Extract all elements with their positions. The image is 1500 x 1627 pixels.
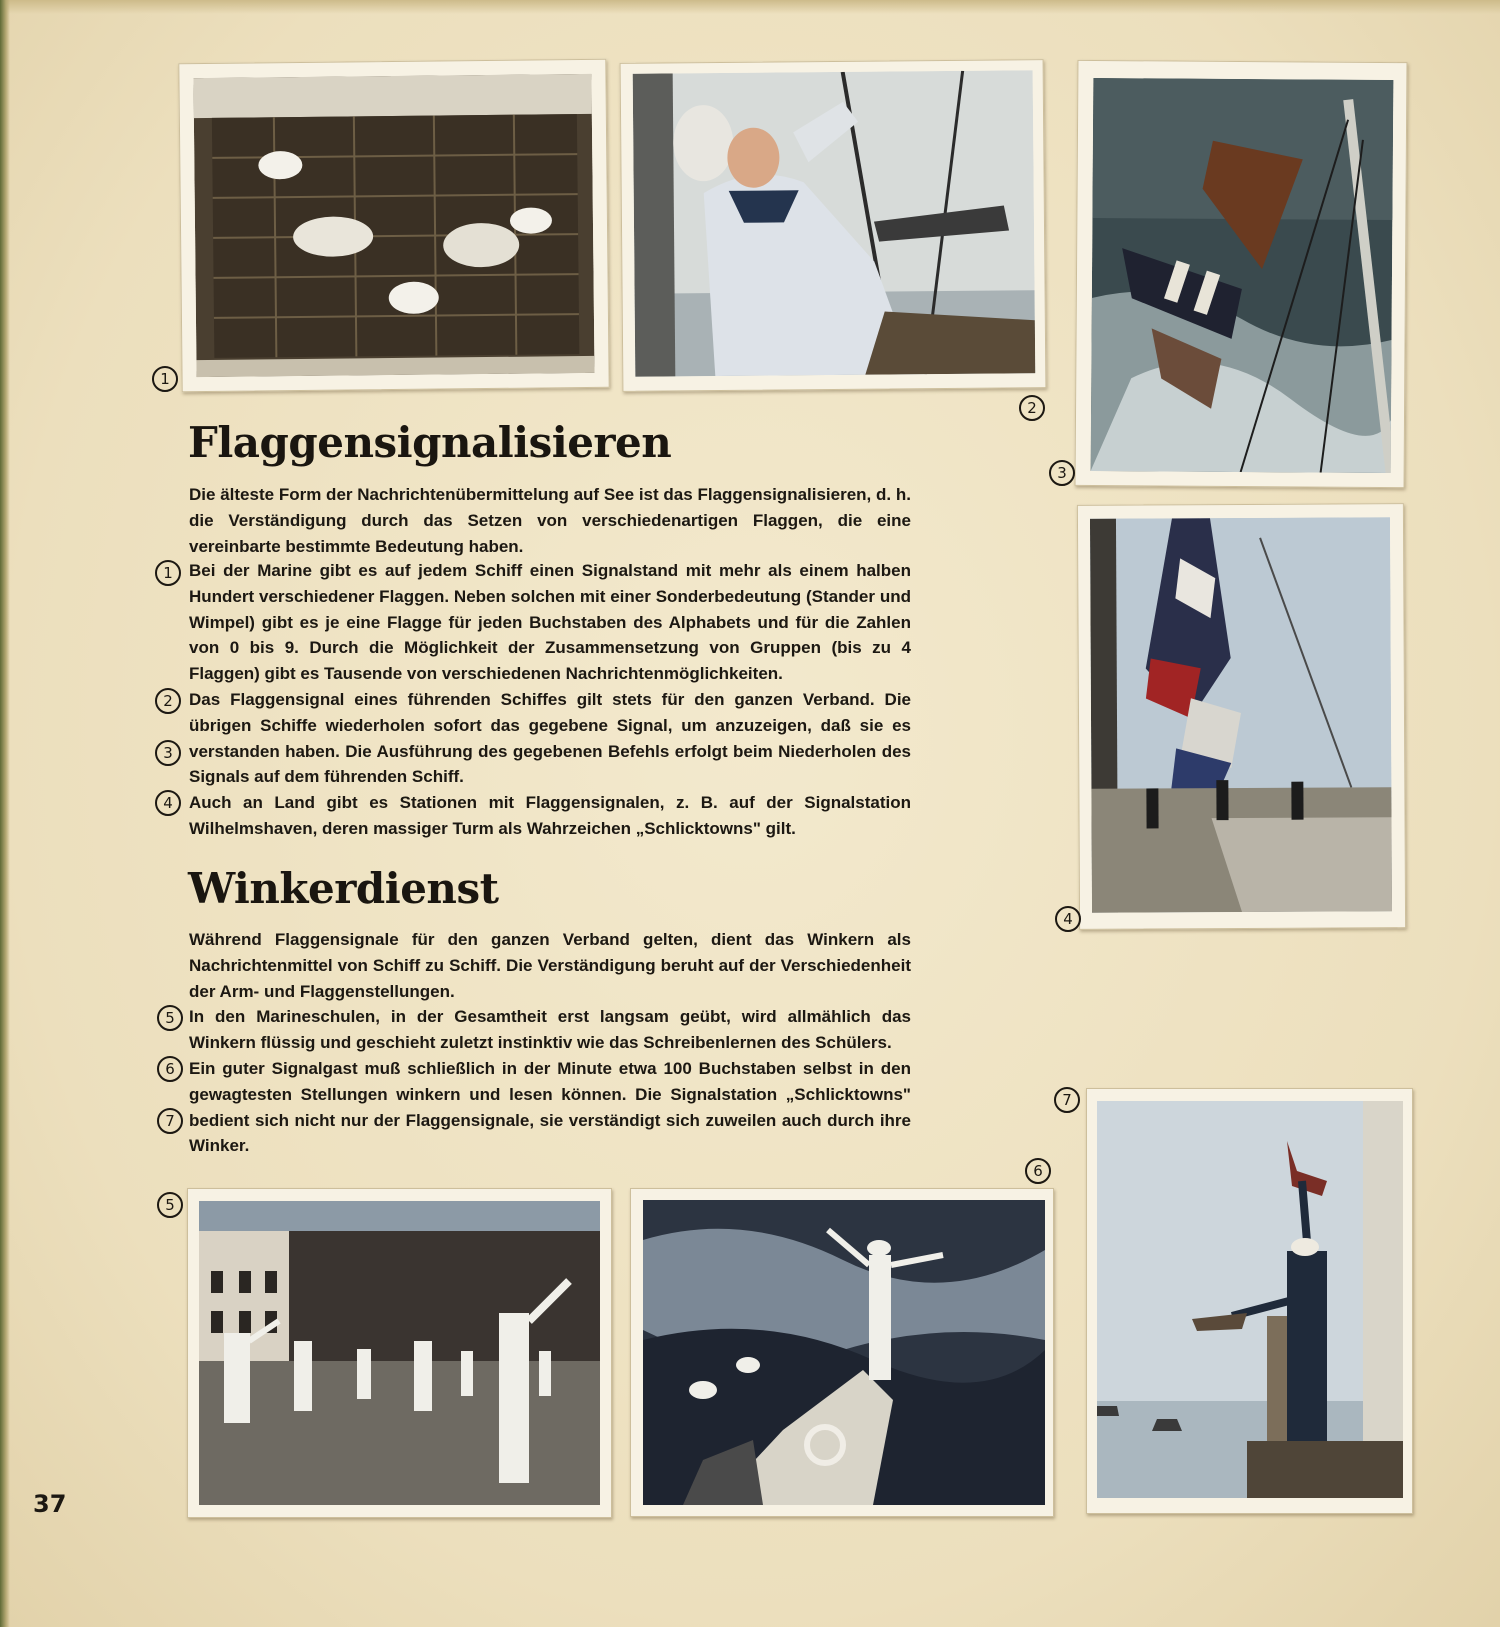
photo-4-image xyxy=(1090,517,1392,913)
page-number: 37 xyxy=(33,1490,67,1518)
photo-marker-7: 7 xyxy=(1054,1087,1080,1113)
photo-3-flags-over-sea xyxy=(1075,60,1408,488)
flags-paragraph-2-3: Das Flaggensignal eines führenden Schiffes gilt stets für den ganzen Verband. Die übrigen Schiffe wiederholen sofort das gegebene Signal, um anzuzeigen, daß sie es verstanden haben. Die Ausführung des gegebenen Befehls erfolgt beim Niederholen des Signals auf dem führenden Schiff. xyxy=(189,690,911,787)
photo-5-winker-drill xyxy=(187,1188,612,1518)
winker-intro-paragraph: Während Flaggensignale für den ganzen Verband gelten, dient das Winkern als Nachrichtenmittel von Schiff zu Schiff. Die Verständigung beruht auf der Verschiedenheit der Arm- und Flaggenstellungen. xyxy=(189,930,911,1001)
photo-marker-2: 2 xyxy=(1019,395,1045,421)
photo-3-image xyxy=(1091,78,1394,473)
photo-2-image xyxy=(633,70,1036,376)
photo-marker-6: 6 xyxy=(1025,1158,1051,1184)
photo-marker-4: 4 xyxy=(1055,906,1081,932)
photo-6-image xyxy=(643,1200,1045,1505)
text-marker-4: 4 xyxy=(155,790,181,816)
text-marker-1: 1 xyxy=(155,560,181,586)
page-top-edge xyxy=(0,0,1500,14)
section-title-winkerdienst: Winkerdienst xyxy=(188,864,499,913)
flags-intro-paragraph: Die älteste Form der Nachrichtenübermittelung auf See ist das Flaggensignalisieren, d. h. die Verständigung durch das Setzen von verschiedenartigen Flaggen, die eine vereinbarte bestimmte Bedeutung haben. xyxy=(189,485,911,556)
photo-marker-1: 1 xyxy=(152,366,178,392)
text-marker-7: 7 xyxy=(157,1108,183,1134)
flags-paragraph-1: Bei der Marine gibt es auf jedem Schiff einen Signalstand mit mehr als einem halben Hundert verschiedener Flaggen. Neben solchen mit einer Sonderbedeutung (Stander und Wimpel) gibt es je eine Flagge für jeden Buchstaben des Alphabets und für die Zahlen von 0 bis 9. Durch die Möglichkeit der Zusammensetzung von Gruppen (bis zu 4 Flaggen) gibt es Tausende von verschiedenen Nachrichtenmöglichkeiten. xyxy=(189,561,911,684)
photo-6-signalman-bow xyxy=(630,1188,1054,1517)
winker-paragraph-6-7: Ein guter Signalgast muß schließlich in der Minute etwa 100 Buchstaben selbst in den gewagtesten Stellungen winkern und lesen können. Die Signalstation „Schlicktowns" bedient sich nicht nur der Flaggensignale, sie verständigt sich zuweilen auch durch ihre Winker. xyxy=(189,1059,911,1156)
photo-marker-3: 3 xyxy=(1049,460,1075,486)
photo-7-signalman-platform xyxy=(1086,1088,1413,1514)
photo-marker-5: 5 xyxy=(157,1192,183,1218)
photo-4-signal-station xyxy=(1077,503,1406,930)
text-marker-2: 2 xyxy=(155,688,181,714)
photo-5-image xyxy=(199,1201,600,1505)
section-title-flaggensignalisieren: Flaggensignalisieren xyxy=(188,418,672,467)
text-marker-3: 3 xyxy=(155,740,181,766)
book-spine-edge xyxy=(0,0,10,1627)
flags-paragraph-4: Auch an Land gibt es Stationen mit Flaggensignalen, z. B. auf der Signalstation Wilhelmshaven, deren massiger Turm als Wahrzeichen „Schlicktowns" gilt. xyxy=(189,793,911,838)
photo-2-sailor-hoisting xyxy=(620,59,1047,392)
text-marker-5: 5 xyxy=(157,1005,183,1031)
photo-1-signal-deck xyxy=(178,59,609,392)
photo-7-image xyxy=(1097,1101,1403,1498)
photo-1-image xyxy=(193,74,594,377)
text-marker-6: 6 xyxy=(157,1056,183,1082)
winker-paragraph-5: In den Marineschulen, in der Gesamtheit erst langsam geübt, wird allmählich das Winkern flüssig und geschieht zuletzt instinktiv wie das Schreibenlernen des Schülers. xyxy=(189,1007,911,1052)
